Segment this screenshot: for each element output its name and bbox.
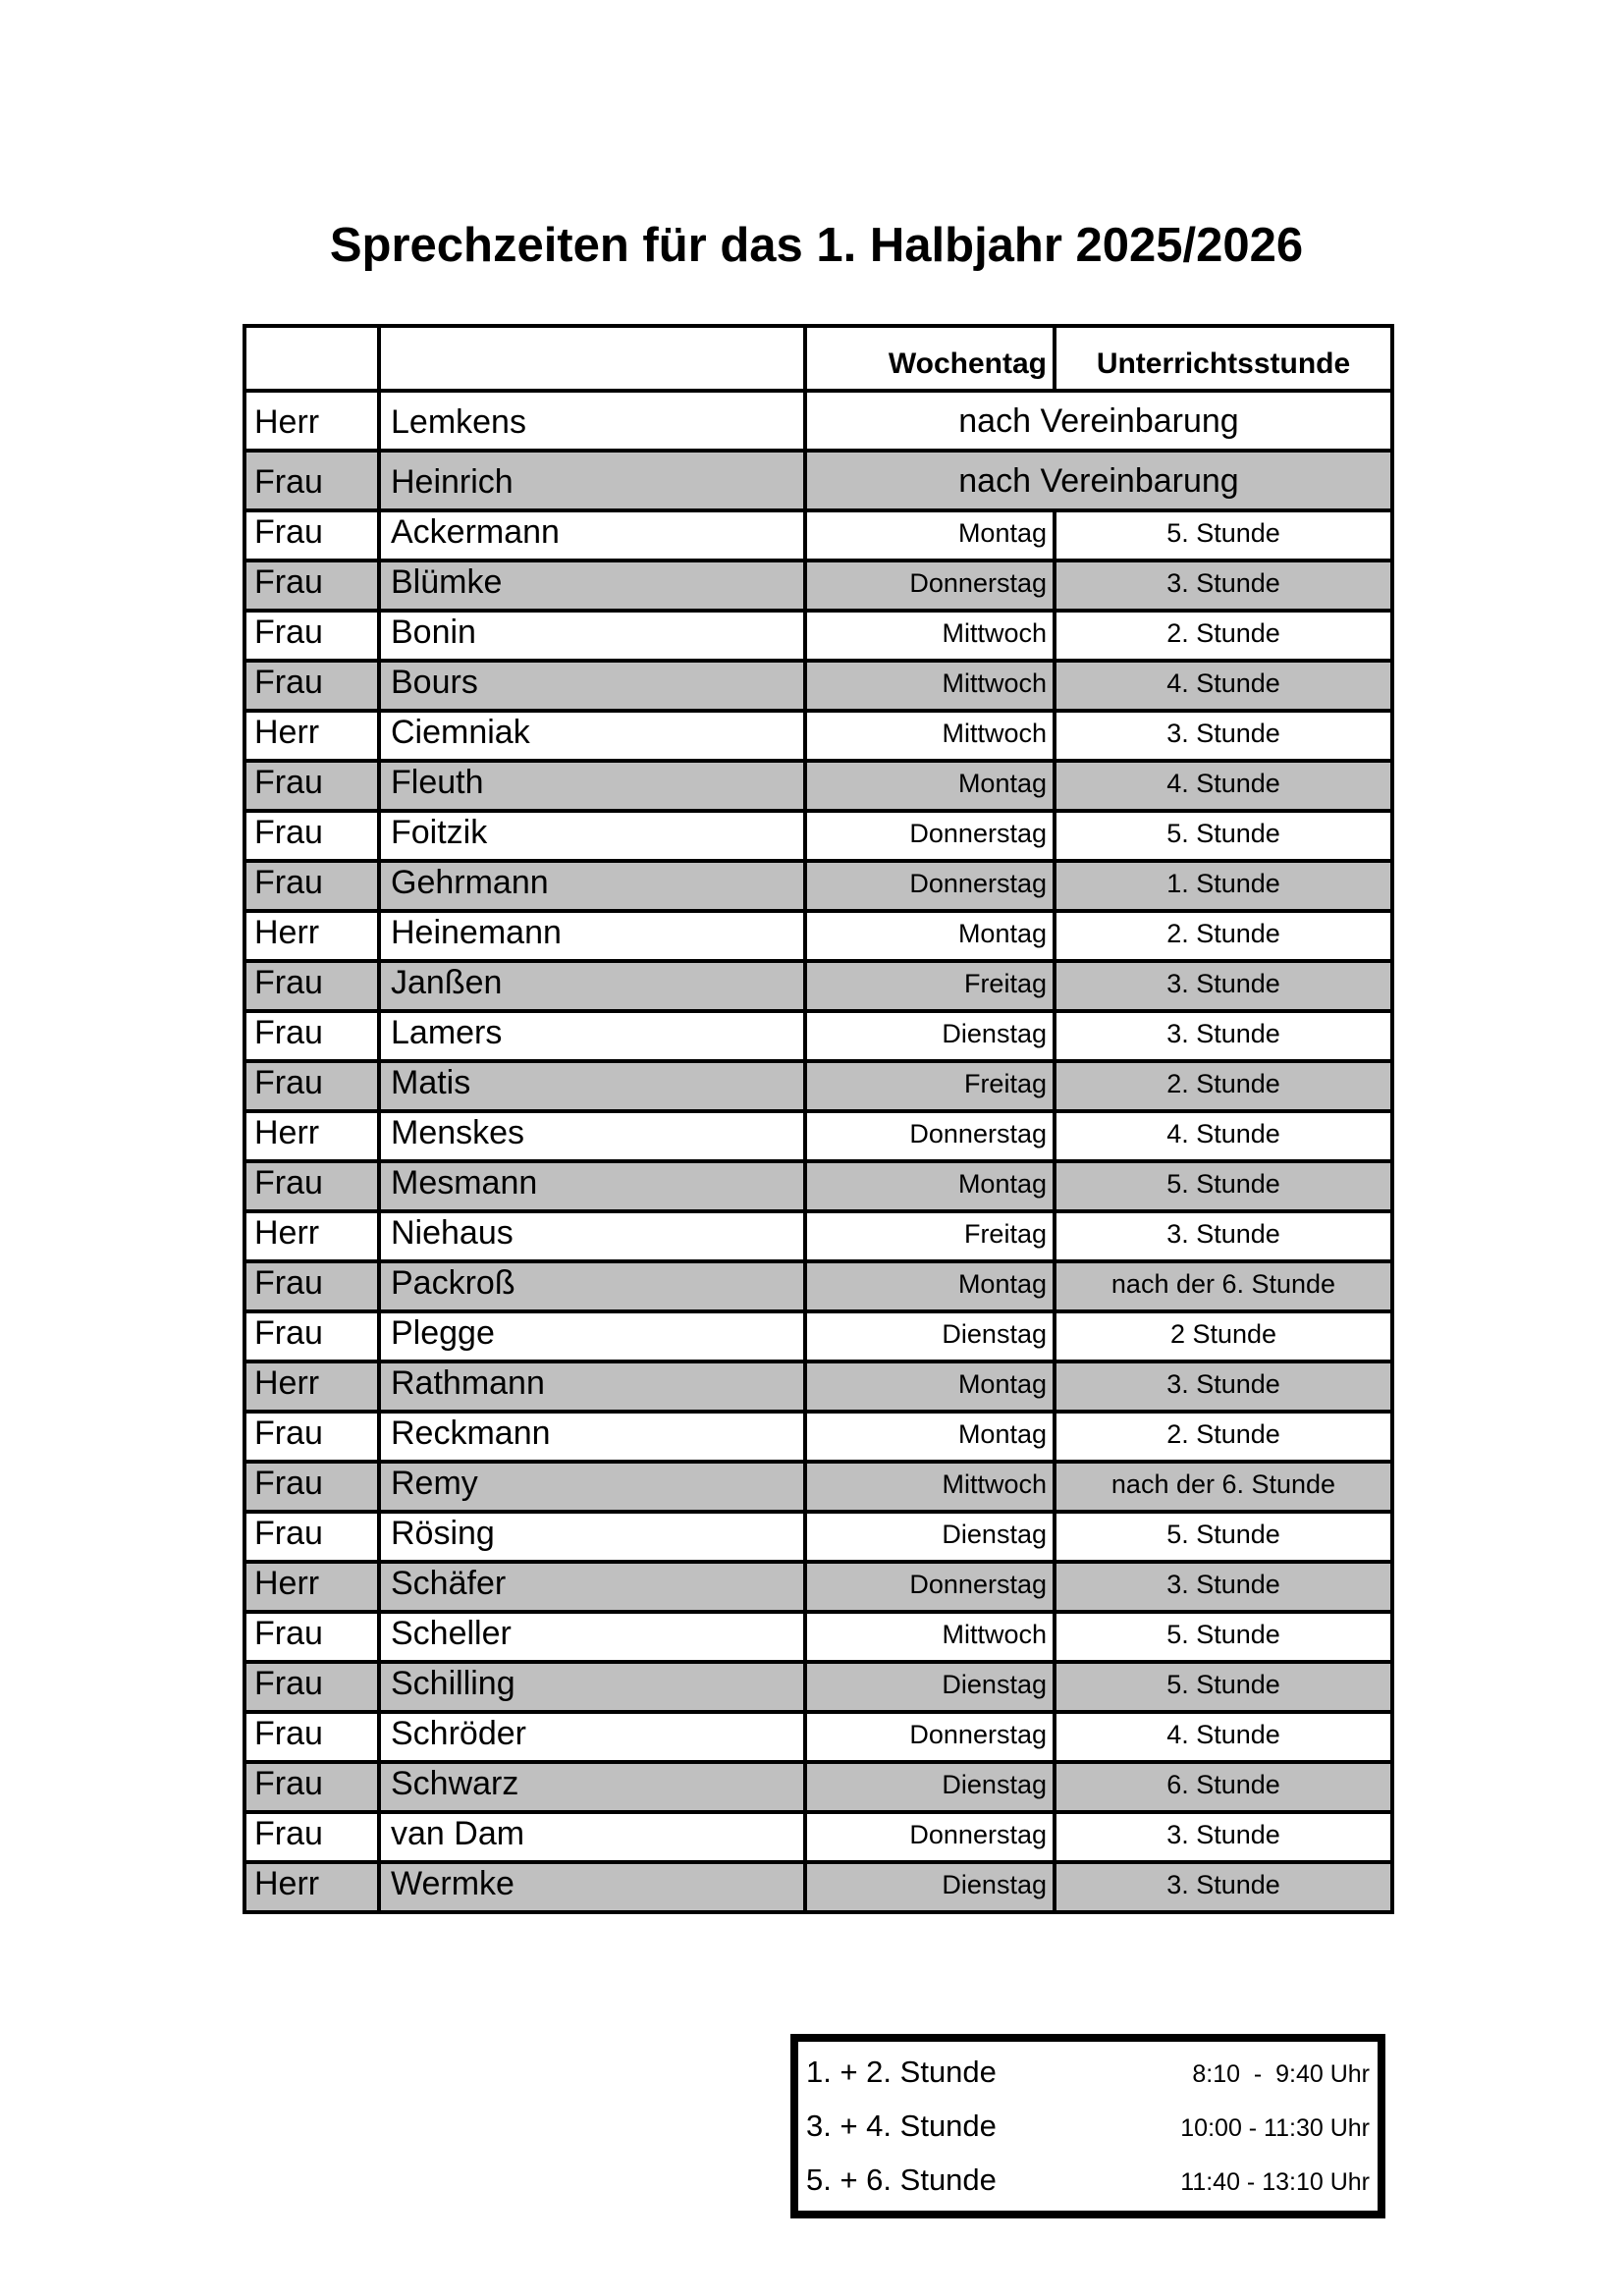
table-row: [244, 1712, 1392, 1762]
name-cell: Rathmann: [379, 1362, 805, 1412]
table-row: [244, 1762, 1392, 1812]
weekday-cell: Dienstag: [805, 1011, 1055, 1061]
salutation-cell: Frau: [244, 561, 379, 611]
table-row: [244, 911, 1392, 961]
salutation-cell: Herr: [244, 911, 379, 961]
weekday-cell: Montag: [805, 761, 1055, 811]
salutation-cell: Herr: [244, 1111, 379, 1161]
lesson-cell: 3. Stunde: [1055, 711, 1392, 761]
consultation-hours-table: [243, 324, 1394, 1914]
table-row: [244, 1462, 1392, 1512]
table-row: [244, 1862, 1392, 1912]
name-cell: Ciemniak: [379, 711, 805, 761]
schedule-table-body: [244, 391, 1392, 1912]
table-row: [244, 711, 1392, 761]
weekday-cell: Dienstag: [805, 1762, 1055, 1812]
lesson-cell: 3. Stunde: [1055, 1812, 1392, 1862]
table-row: [244, 1261, 1392, 1311]
lesson-cell: 2. Stunde: [1055, 1061, 1392, 1111]
table-row: [244, 961, 1392, 1011]
salutation-cell: Frau: [244, 611, 379, 661]
name-cell: Schäfer: [379, 1562, 805, 1612]
lesson-cell: 5. Stunde: [1055, 811, 1392, 861]
name-cell: Bonin: [379, 611, 805, 661]
legend-row: [806, 2163, 1370, 2198]
weekday-cell: Donnerstag: [805, 1111, 1055, 1161]
table-row: [244, 1061, 1392, 1111]
salutation-cell: Frau: [244, 451, 379, 510]
weekday-cell: Montag: [805, 1412, 1055, 1462]
salutation-cell: Frau: [244, 811, 379, 861]
table-row: [244, 451, 1392, 510]
salutation-cell: Frau: [244, 1011, 379, 1061]
salutation-cell: Frau: [244, 1712, 379, 1762]
name-cell: Janßen: [379, 961, 805, 1011]
name-cell: Reckmann: [379, 1412, 805, 1462]
salutation-cell: Frau: [244, 1161, 379, 1211]
salutation-cell: Frau: [244, 510, 379, 561]
weekday-cell: Dienstag: [805, 1311, 1055, 1362]
legend-lesson-label: 3. + 4. Stunde: [806, 2108, 997, 2143]
by-appointment-cell: nach Vereinbarung: [805, 451, 1392, 510]
salutation-cell: Frau: [244, 1261, 379, 1311]
lesson-cell: 4. Stunde: [1055, 1111, 1392, 1161]
salutation-cell: Herr: [244, 1862, 379, 1912]
name-cell: Ackermann: [379, 510, 805, 561]
weekday-cell: Mittwoch: [805, 1462, 1055, 1512]
lesson-times-legend: [790, 2034, 1385, 2218]
lesson-cell: 2 Stunde: [1055, 1311, 1392, 1362]
name-cell: Gehrmann: [379, 861, 805, 911]
table-row: [244, 1612, 1392, 1662]
table-row: [244, 510, 1392, 561]
name-cell: Wermke: [379, 1862, 805, 1912]
weekday-cell: Montag: [805, 1261, 1055, 1311]
weekday-cell: Mittwoch: [805, 661, 1055, 711]
lesson-cell: 5. Stunde: [1055, 1662, 1392, 1712]
table-row: [244, 861, 1392, 911]
weekday-cell: Dienstag: [805, 1512, 1055, 1562]
name-cell: Schilling: [379, 1662, 805, 1712]
lesson-cell: 2. Stunde: [1055, 611, 1392, 661]
table-row: [244, 661, 1392, 711]
salutation-cell: Frau: [244, 761, 379, 811]
weekday-cell: Freitag: [805, 961, 1055, 1011]
lesson-cell: 2. Stunde: [1055, 1412, 1392, 1462]
name-cell: Lemkens: [379, 391, 805, 451]
name-cell: Mesmann: [379, 1161, 805, 1211]
lesson-cell: 5. Stunde: [1055, 1161, 1392, 1211]
legend-lesson-label: 1. + 2. Stunde: [806, 2055, 997, 2090]
legend-time-range: 8:10 - 9:40 Uhr: [1192, 2060, 1370, 2089]
lesson-cell: 5. Stunde: [1055, 510, 1392, 561]
salutation-cell: Frau: [244, 861, 379, 911]
salutation-cell: Frau: [244, 1512, 379, 1562]
weekday-cell: Donnerstag: [805, 861, 1055, 911]
weekday-cell: Montag: [805, 1362, 1055, 1412]
lesson-cell: 4. Stunde: [1055, 1712, 1392, 1762]
name-cell: Heinrich: [379, 451, 805, 510]
salutation-cell: Frau: [244, 1612, 379, 1662]
lesson-cell: 3. Stunde: [1055, 1362, 1392, 1412]
name-cell: Remy: [379, 1462, 805, 1512]
name-cell: Lamers: [379, 1011, 805, 1061]
table-row: [244, 1562, 1392, 1612]
table-row: [244, 1161, 1392, 1211]
salutation-cell: Herr: [244, 711, 379, 761]
salutation-cell: Herr: [244, 1211, 379, 1261]
name-cell: Heinemann: [379, 911, 805, 961]
salutation-cell: Frau: [244, 961, 379, 1011]
lesson-cell: 4. Stunde: [1055, 761, 1392, 811]
header-salutation: [244, 326, 379, 391]
salutation-cell: Frau: [244, 1412, 379, 1462]
table-row: [244, 1111, 1392, 1161]
weekday-cell: Montag: [805, 1161, 1055, 1211]
weekday-cell: Donnerstag: [805, 561, 1055, 611]
table-row: [244, 1362, 1392, 1412]
weekday-cell: Donnerstag: [805, 1812, 1055, 1862]
lesson-cell: 1. Stunde: [1055, 861, 1392, 911]
salutation-cell: Frau: [244, 1462, 379, 1512]
weekday-cell: Mittwoch: [805, 1612, 1055, 1662]
weekday-cell: Mittwoch: [805, 711, 1055, 761]
header-weekday: Wochentag: [805, 326, 1055, 391]
weekday-cell: Montag: [805, 911, 1055, 961]
table-row: [244, 561, 1392, 611]
lesson-cell: 6. Stunde: [1055, 1762, 1392, 1812]
table-row: [244, 1211, 1392, 1261]
legend-row: [806, 2109, 1370, 2144]
name-cell: Packroß: [379, 1261, 805, 1311]
by-appointment-cell: nach Vereinbarung: [805, 391, 1392, 451]
salutation-cell: Frau: [244, 1311, 379, 1362]
name-cell: Menskes: [379, 1111, 805, 1161]
lesson-cell: 2. Stunde: [1055, 911, 1392, 961]
salutation-cell: Frau: [244, 1061, 379, 1111]
table-header-row: [244, 326, 1392, 391]
table-row: [244, 1011, 1392, 1061]
name-cell: Fleuth: [379, 761, 805, 811]
table-row: [244, 611, 1392, 661]
lesson-cell: 4. Stunde: [1055, 661, 1392, 711]
lesson-cell: nach der 6. Stunde: [1055, 1462, 1392, 1512]
salutation-cell: Frau: [244, 661, 379, 711]
name-cell: Niehaus: [379, 1211, 805, 1261]
name-cell: Rösing: [379, 1512, 805, 1562]
name-cell: Foitzik: [379, 811, 805, 861]
legend-time-range: 11:40 - 13:10 Uhr: [1180, 2167, 1370, 2196]
weekday-cell: Montag: [805, 510, 1055, 561]
name-cell: Blümke: [379, 561, 805, 611]
table-row: [244, 391, 1392, 451]
weekday-cell: Donnerstag: [805, 1562, 1055, 1612]
weekday-cell: Donnerstag: [805, 1712, 1055, 1762]
weekday-cell: Donnerstag: [805, 811, 1055, 861]
salutation-cell: Frau: [244, 1812, 379, 1862]
name-cell: Schröder: [379, 1712, 805, 1762]
table-row: [244, 1512, 1392, 1562]
name-cell: Plegge: [379, 1311, 805, 1362]
table-row: [244, 1412, 1392, 1462]
salutation-cell: Frau: [244, 1662, 379, 1712]
weekday-cell: Dienstag: [805, 1862, 1055, 1912]
legend-row: [806, 2055, 1370, 2090]
lesson-cell: 3. Stunde: [1055, 1862, 1392, 1912]
name-cell: Schwarz: [379, 1762, 805, 1812]
name-cell: Matis: [379, 1061, 805, 1111]
weekday-cell: Dienstag: [805, 1662, 1055, 1712]
salutation-cell: Herr: [244, 391, 379, 451]
header-name: [379, 326, 805, 391]
table-row: [244, 761, 1392, 811]
lesson-cell: 3. Stunde: [1055, 1011, 1392, 1061]
legend-time-range: 10:00 - 11:30 Uhr: [1180, 2113, 1370, 2142]
table-row: [244, 1662, 1392, 1712]
page-title: Sprechzeiten für das 1. Halbjahr 2025/2026: [329, 219, 1304, 272]
name-cell: Bours: [379, 661, 805, 711]
lesson-cell: nach der 6. Stunde: [1055, 1261, 1392, 1311]
lesson-cell: 3. Stunde: [1055, 1211, 1392, 1261]
lesson-cell: 3. Stunde: [1055, 1562, 1392, 1612]
salutation-cell: Herr: [244, 1562, 379, 1612]
lesson-cell: 3. Stunde: [1055, 561, 1392, 611]
name-cell: van Dam: [379, 1812, 805, 1862]
lesson-cell: 5. Stunde: [1055, 1612, 1392, 1662]
table-row: [244, 1812, 1392, 1862]
salutation-cell: Frau: [244, 1762, 379, 1812]
legend-lesson-label: 5. + 6. Stunde: [806, 2162, 997, 2197]
weekday-cell: Mittwoch: [805, 611, 1055, 661]
table-row: [244, 1311, 1392, 1362]
weekday-cell: Freitag: [805, 1061, 1055, 1111]
weekday-cell: Freitag: [805, 1211, 1055, 1261]
table-row: [244, 811, 1392, 861]
lesson-cell: 3. Stunde: [1055, 961, 1392, 1011]
salutation-cell: Herr: [244, 1362, 379, 1412]
lesson-cell: 5. Stunde: [1055, 1512, 1392, 1562]
name-cell: Scheller: [379, 1612, 805, 1662]
header-lesson: Unterrichtsstunde: [1055, 326, 1392, 391]
